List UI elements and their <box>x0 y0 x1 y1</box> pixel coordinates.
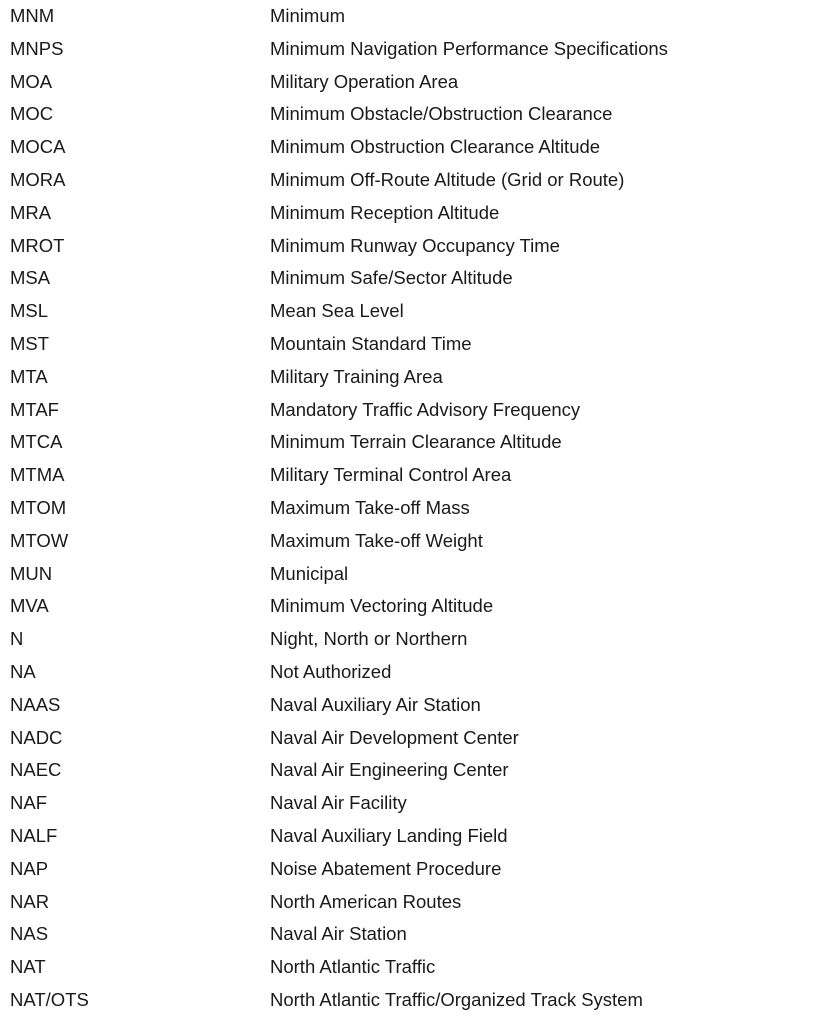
abbreviation: NADC <box>10 726 63 748</box>
definition: North American Routes <box>270 890 462 912</box>
abbreviation: MOA <box>10 70 53 92</box>
definition: Minimum Safe/Sector Altitude <box>270 267 513 289</box>
abbreviation: MVA <box>10 595 49 617</box>
abbreviation: MTAF <box>10 398 59 420</box>
definition: Minimum Navigation Performance Specifications <box>270 37 668 59</box>
definition: Maximum Take-off Weight <box>270 529 483 551</box>
definition: Night, North or Northern <box>270 628 468 650</box>
abbreviation: NAR <box>10 890 50 912</box>
glossary-row <box>0 689 839 722</box>
definition: Naval Air Engineering Center <box>270 759 509 781</box>
abbreviation: MTCA <box>10 431 63 453</box>
definition: Not Authorized <box>270 661 392 682</box>
glossary-row <box>0 918 839 951</box>
glossary-row <box>0 656 839 689</box>
glossary-row <box>0 853 839 886</box>
glossary-row <box>0 164 839 197</box>
abbreviation: NAAS <box>10 693 61 715</box>
definition: Minimum Terrain Clearance Altitude <box>270 431 562 453</box>
abbreviation: MOC <box>10 103 54 125</box>
glossary-row <box>0 886 839 919</box>
definition: North Atlantic Traffic <box>270 956 436 978</box>
abbreviation: MUN <box>10 562 53 584</box>
definition: Military Terminal Control Area <box>270 464 512 486</box>
definition: Minimum Obstruction Clearance Altitude <box>270 136 601 158</box>
glossary-row <box>0 197 839 230</box>
glossary-row <box>0 33 839 66</box>
abbreviation: NALF <box>10 825 58 846</box>
glossary-row <box>0 262 839 295</box>
definition: Minimum <box>270 5 346 26</box>
abbreviation: NAEC <box>10 759 62 781</box>
definition: Minimum Runway Occupancy Time <box>270 234 560 256</box>
definition: Mountain Standard Time <box>270 333 472 354</box>
glossary-row <box>0 426 839 459</box>
definition: Military Training Area <box>270 365 443 387</box>
abbreviation: MNPS <box>10 37 64 59</box>
abbreviation: NAT/OTS <box>10 989 89 1010</box>
glossary-row <box>0 0 839 33</box>
abbreviation: N <box>10 628 24 650</box>
glossary-row <box>0 295 839 328</box>
glossary-row <box>0 525 839 558</box>
definition: Minimum Vectoring Altitude <box>270 595 494 617</box>
abbreviation: MORA <box>10 169 66 190</box>
abbreviation: MTMA <box>10 464 65 486</box>
glossary-row <box>0 98 839 131</box>
definition: Naval Air Development Center <box>270 726 519 748</box>
glossary-row <box>0 230 839 263</box>
glossary-row <box>0 722 839 755</box>
definition: Mean Sea Level <box>270 300 404 322</box>
definition: Mandatory Traffic Advisory Frequency <box>270 398 581 420</box>
definition: Naval Auxiliary Air Station <box>270 693 481 715</box>
definition: North Atlantic Traffic/Organized Track System <box>270 989 643 1010</box>
definition: Minimum Off-Route Altitude (Grid or Route) <box>270 169 625 190</box>
glossary-row <box>0 787 839 820</box>
glossary-row <box>0 558 839 591</box>
abbreviation: MROT <box>10 234 65 256</box>
definition: Municipal <box>270 562 349 584</box>
glossary-row <box>0 66 839 99</box>
abbreviation: MTOW <box>10 529 69 551</box>
glossary-row <box>0 492 839 525</box>
glossary-row <box>0 590 839 623</box>
definition: Naval Air Facility <box>270 792 407 814</box>
definition: Noise Abatement Procedure <box>270 857 502 879</box>
abbreviation: MOCA <box>10 136 66 158</box>
abbreviation: MTOM <box>10 497 67 518</box>
definition: Maximum Take-off Mass <box>270 497 470 518</box>
glossary-row <box>0 984 839 1017</box>
abbreviation: MNM <box>10 5 55 26</box>
glossary-row <box>0 394 839 427</box>
glossary-row <box>0 131 839 164</box>
glossary-row <box>0 361 839 394</box>
definition: Military Operation Area <box>270 70 459 92</box>
abbreviation: NA <box>10 661 36 682</box>
abbreviation: MSA <box>10 267 51 289</box>
abbreviation: NAS <box>10 923 49 945</box>
definition: Minimum Obstacle/Obstruction Clearance <box>270 103 613 125</box>
glossary-row <box>0 328 839 361</box>
abbreviation: MST <box>10 333 50 354</box>
abbreviation: MTA <box>10 365 48 387</box>
glossary-row <box>0 820 839 853</box>
abbreviation: MRA <box>10 201 52 223</box>
glossary-row <box>0 623 839 656</box>
definition: Naval Air Station <box>270 923 407 945</box>
abbreviation: MSL <box>10 300 49 322</box>
definition: Minimum Reception Altitude <box>270 201 500 223</box>
glossary-row <box>0 951 839 984</box>
abbreviation: NAT <box>10 956 46 978</box>
abbreviation: NAF <box>10 792 47 814</box>
glossary-row <box>0 754 839 787</box>
glossary-row <box>0 459 839 492</box>
abbreviation: NAP <box>10 857 49 879</box>
definition: Naval Auxiliary Landing Field <box>270 825 508 846</box>
